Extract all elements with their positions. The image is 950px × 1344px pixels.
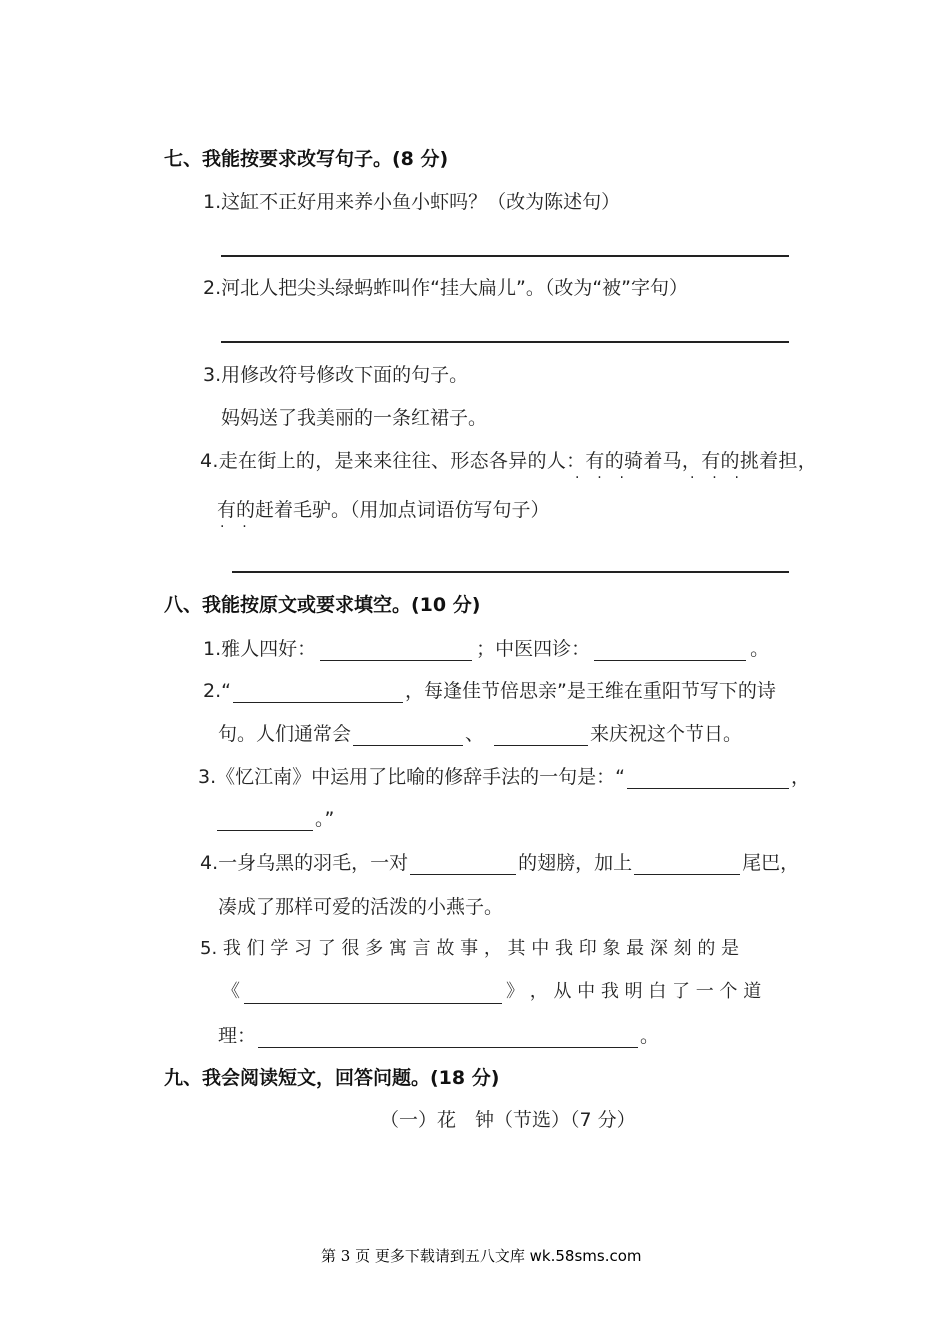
- question-8-5-line3: [218, 1024, 659, 1048]
- answer-line-7-1[interactable]: [221, 255, 789, 257]
- blank-8-4b[interactable]: [634, 854, 740, 875]
- blank-8-2b[interactable]: [353, 725, 463, 746]
- separator: 、: [465, 723, 485, 745]
- question-8-4-line1: [200, 851, 799, 875]
- answer-line-7-4[interactable]: [232, 571, 789, 573]
- page-footer: [321, 1245, 642, 1266]
- book-mark-open: 《: [222, 981, 240, 1002]
- question-7-2: 2.河北人把尖头绿蚂蚱叫作“挂大扁儿”。（改为“被”字句）: [203, 277, 689, 299]
- quote-close: 。”: [315, 808, 335, 830]
- question-7-3: 3.用修改符号修改下面的句子。: [203, 364, 469, 386]
- question-8-1-label-b: ；中医四诊：: [476, 638, 591, 660]
- question-8-5-line2: [222, 980, 761, 1004]
- blank-8-1b[interactable]: [594, 640, 746, 661]
- emphasis-dots-2: · · ·: [690, 470, 739, 486]
- question-8-5-text3: 理：: [218, 1025, 257, 1047]
- section-8-heading: 八、我能按原文或要求填空。(10 分): [164, 594, 481, 616]
- blank-8-2a[interactable]: [233, 682, 403, 703]
- question-8-3-line1: [198, 765, 810, 789]
- blank-8-5b[interactable]: [258, 1027, 638, 1048]
- question-7-4-line1: 4.走在街上的，是来来往往、形态各异的人：有的骑着马，有的挑着担，: [200, 450, 818, 472]
- question-8-2-text: ，每逢佳节倍思亲”是王维在重阳节写下的诗: [404, 680, 776, 702]
- question-8-1-label-a: 1.雅人四好：: [203, 638, 317, 660]
- footer-page-text: 第 3 页 更多下载请到五八文库: [321, 1247, 525, 1265]
- question-8-3-line2: [217, 807, 334, 831]
- question-8-5-line1: 5. 我 们 学 习 了 很 多 寓 言 故 事 ， 其 中 我 印 象 最 深 刻 的 是: [200, 938, 740, 959]
- answer-line-7-2[interactable]: [221, 341, 789, 343]
- blank-8-3b[interactable]: [217, 810, 313, 831]
- emphasis-dots-1: · · ·: [575, 470, 624, 486]
- question-8-1: [203, 637, 769, 661]
- question-8-2-line1: [203, 679, 776, 703]
- period: 。: [640, 1025, 660, 1047]
- question-8-5-text2: 》 ， 从 中 我 明 白 了 一 个 道: [506, 981, 762, 1002]
- question-8-4-text2: 的翅膀，加上: [518, 852, 633, 874]
- question-8-1-end: 。: [750, 638, 770, 660]
- blank-8-1a[interactable]: [320, 640, 472, 661]
- section-9-heading: 九、我会阅读短文，回答问题。(18 分): [164, 1067, 500, 1089]
- question-8-2-line2: [218, 722, 742, 746]
- question-8-4-text3: 尾巴，: [742, 852, 800, 874]
- question-8-4-text: 4.一身乌黑的羽毛，一对: [200, 852, 409, 874]
- footer-site-link[interactable]: wk.58sms.com: [529, 1247, 642, 1265]
- blank-8-2c[interactable]: [494, 725, 588, 746]
- blank-8-5a[interactable]: [244, 983, 502, 1004]
- question-8-2-text2: 句。人们通常会: [218, 723, 352, 745]
- blank-8-3a[interactable]: [627, 768, 789, 789]
- reading-subtitle: （一）花 钟（节选）（7 分）: [380, 1109, 636, 1131]
- question-8-4-line2: 凑成了那样可爱的活泼的小燕子。: [218, 896, 504, 918]
- quote-open: 2.“: [203, 680, 231, 702]
- sentence-to-revise: 妈妈送了我美丽的一条红裙子。: [221, 407, 488, 429]
- question-7-1: 1.这缸不正好用来养小鱼小虾吗？（改为陈述句）: [203, 191, 621, 213]
- comma: ，: [790, 766, 810, 788]
- question-7-4-line2: 有的赶着毛驴。（用加点词语仿写句子）: [217, 499, 550, 521]
- blank-8-4a[interactable]: [410, 854, 516, 875]
- question-8-3-text: 3.《忆江南》中运用了比喻的修辞手法的一句是：“: [198, 766, 625, 788]
- emphasis-dots-3: · ·: [220, 519, 247, 535]
- question-8-2-text3: 来庆祝这个节日。: [590, 723, 743, 745]
- section-7-heading: 七、我能按要求改写句子。(8 分): [164, 148, 449, 170]
